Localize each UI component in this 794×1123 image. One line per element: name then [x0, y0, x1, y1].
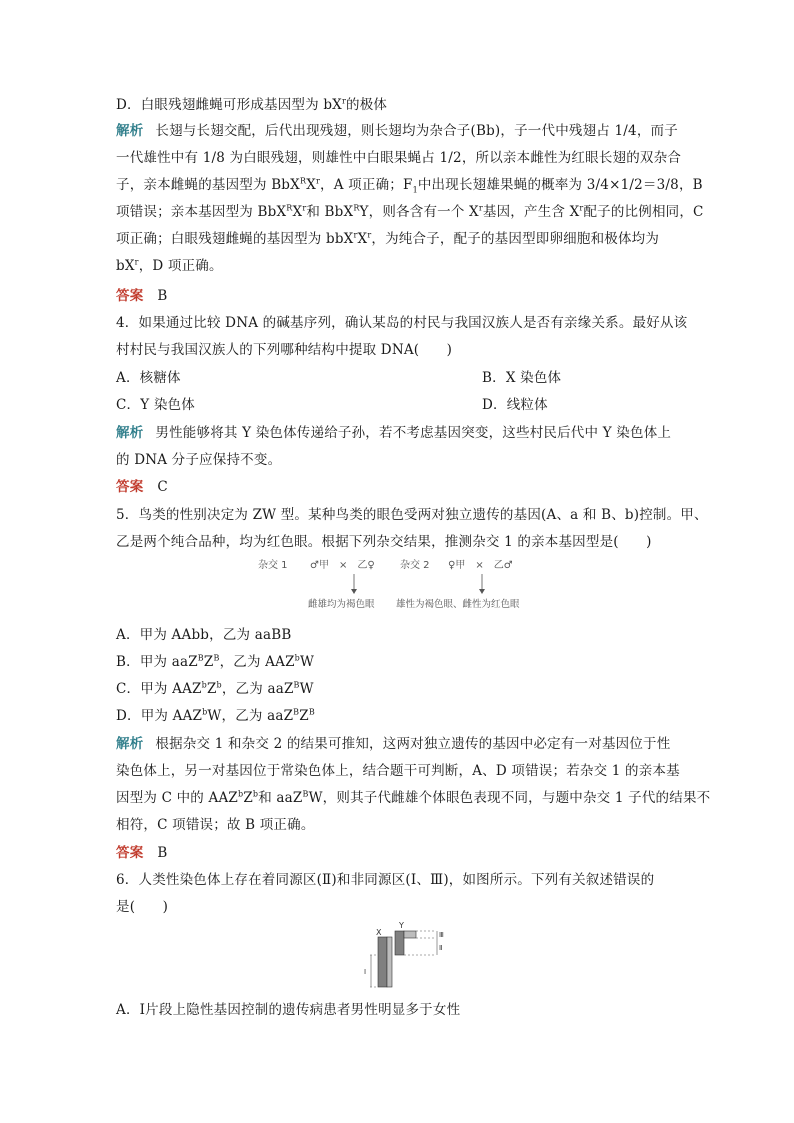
- q4-analysis-line-1: 解析 男性能够将其 Y 染色体传递给子孙，若不考虑基因突变，这些村民后代中 Y 染色体上: [116, 425, 672, 441]
- q4-option-a: A．核糖体: [116, 370, 181, 386]
- q3-analysis-line-4: 项错误；亲本基因型为 $BbX^RX^r$和 BbX$^R$Y，则各含有一个 $X^r$基因，产生含 $X^r$配子的比例相同，C: [116, 203, 704, 220]
- q3-option-d: D．白眼残翅雌蝇可形成基因型为 $bX^r$的极体: [116, 96, 388, 113]
- q4-analysis-line-2: 的 DNA 分子应保持不变。: [116, 452, 282, 468]
- q3-analysis-line-3: 子，亲本雌蝇的基因型为 $BbX^RX^r$，A 项正确；$F_1$中出现长翅雄果蝇的概率为 3/4×1/2＝3/8，B: [116, 176, 703, 195]
- answer-label: 答案: [116, 479, 144, 495]
- cross-1-parents: ♂甲 × 乙♀: [310, 560, 375, 571]
- q4-answer: 答案 C: [116, 479, 168, 495]
- cross-1-result: 雌雄均为褐色眼: [308, 599, 375, 610]
- q3-analysis-line-2: 一代雄性中有 1/8 为白眼残翅，则雄性中白眼果蝇占 1/2，所以亲本雌性为红眼长翅的双杂合: [116, 150, 682, 166]
- q6-stem-line-2: 是( ): [116, 899, 169, 915]
- answer-label: 答案: [116, 845, 144, 861]
- label-iii: Ⅲ: [439, 931, 444, 939]
- q5-analysis-line-1: 解析 根据杂交 1 和杂交 2 的结果可推知，这两对独立遗传的基因中必定有一对基因位于性: [116, 736, 671, 752]
- q4-options-cd: [116, 392, 548, 418]
- q4-stem-line-2: 村村民与我国汉族人的下列哪种结构中提取 DNA( ): [116, 342, 453, 358]
- label-x: X: [376, 928, 382, 937]
- q4-options-ab: [116, 365, 562, 391]
- analysis-label: 解析: [116, 425, 144, 441]
- label-ii: Ⅱ: [439, 944, 443, 952]
- x-chromosome: [378, 937, 387, 987]
- analysis-label: 解析: [116, 736, 144, 752]
- q5-analysis-line-3: 因型为 C 中的 $AAZ^bZ^b$和 aaZ$^B$W，则其子代雌雄个体眼色表现不同，与题中杂交 1 子代的结果不: [116, 789, 711, 806]
- sex-chromosome-diagram: [340, 920, 460, 992]
- cross-diagram: [258, 556, 548, 614]
- label-i: Ⅰ: [364, 968, 367, 976]
- cross-2-label: 杂交 2: [400, 560, 430, 571]
- q5-option-c: C．甲为 $AAZ^bZ^b$，乙为 aaZ$^B$W: [116, 680, 314, 697]
- q6-stem-line-1: 6．人类性染色体上存在着同源区(Ⅱ)和非同源区(Ⅰ、Ⅲ)，如图所示。下列有关叙述错误的: [116, 872, 655, 888]
- q5-option-b: B．甲为 $aaZ^BZ^B$，乙为 AAZ$^b$W: [116, 653, 315, 670]
- cross-2-result: 雄性为褐色眼、雌性为红色眼: [396, 599, 520, 610]
- answer-label: 答案: [116, 288, 144, 304]
- q6-option-a: A．Ⅰ片段上隐性基因控制的遗传病患者男性明显多于女性: [116, 1002, 461, 1018]
- q4-option-c: C．Y 染色体: [116, 397, 195, 413]
- label-y: Y: [399, 921, 404, 930]
- q3-analysis-line-6: $bX^r$，D 项正确。: [116, 257, 223, 274]
- q5-stem-line-1: 5．鸟类的性别决定为 ZW 型。某种鸟类的眼色受两对独立遗传的基因(A、a 和 B、b)控制。甲、: [116, 507, 708, 523]
- q3-answer: 答案 B: [116, 288, 168, 304]
- q5-option-d: D．甲为 AAZ$^b$W，乙为 $aaZ^BZ^B$: [116, 707, 315, 724]
- q5-analysis-line-4: 相符，C 项错误；故 B 项正确。: [116, 817, 315, 833]
- q5-stem-line-2: 乙是两个纯合品种，均为红色眼。根据下列杂交结果，推测杂交 1 的亲本基因型是( ): [116, 534, 652, 550]
- q4-stem-line-1: 4．如果通过比较 DNA 的碱基序列，确认某岛的村民与我国汉族人是否有亲缘关系。最好从该: [116, 315, 688, 331]
- q3-analysis-line-5: 项正确；白眼残翅雌蝇的基因型为 $bbX^rX^r$，为纯合子，配子的基因型即卵细胞和极体均为: [116, 230, 660, 247]
- q4-option-d: D．线粒体: [482, 397, 548, 413]
- y-chromosome: [395, 931, 404, 955]
- q5-analysis-line-2: 染色体上，另一对基因位于常染色体上，结合题干可判断，A、D 项错误；若杂交 1 的亲本基: [116, 763, 680, 779]
- q5-answer: 答案 B: [116, 845, 168, 861]
- q3-analysis-line-1: 解析 长翅与长翅交配，后代出现残翅，则长翅均为杂合子(Bb)，子一代中残翅占 1/4，而子: [116, 123, 678, 139]
- q5-option-a: A．甲为 AAbb，乙为 aaBB: [116, 627, 292, 643]
- cross-2-parents: ♀甲 × 乙♂: [448, 560, 513, 571]
- cross-1-label: 杂交 1: [258, 560, 288, 571]
- q4-option-b: B．X 染色体: [482, 370, 562, 386]
- analysis-label: 解析: [116, 123, 144, 139]
